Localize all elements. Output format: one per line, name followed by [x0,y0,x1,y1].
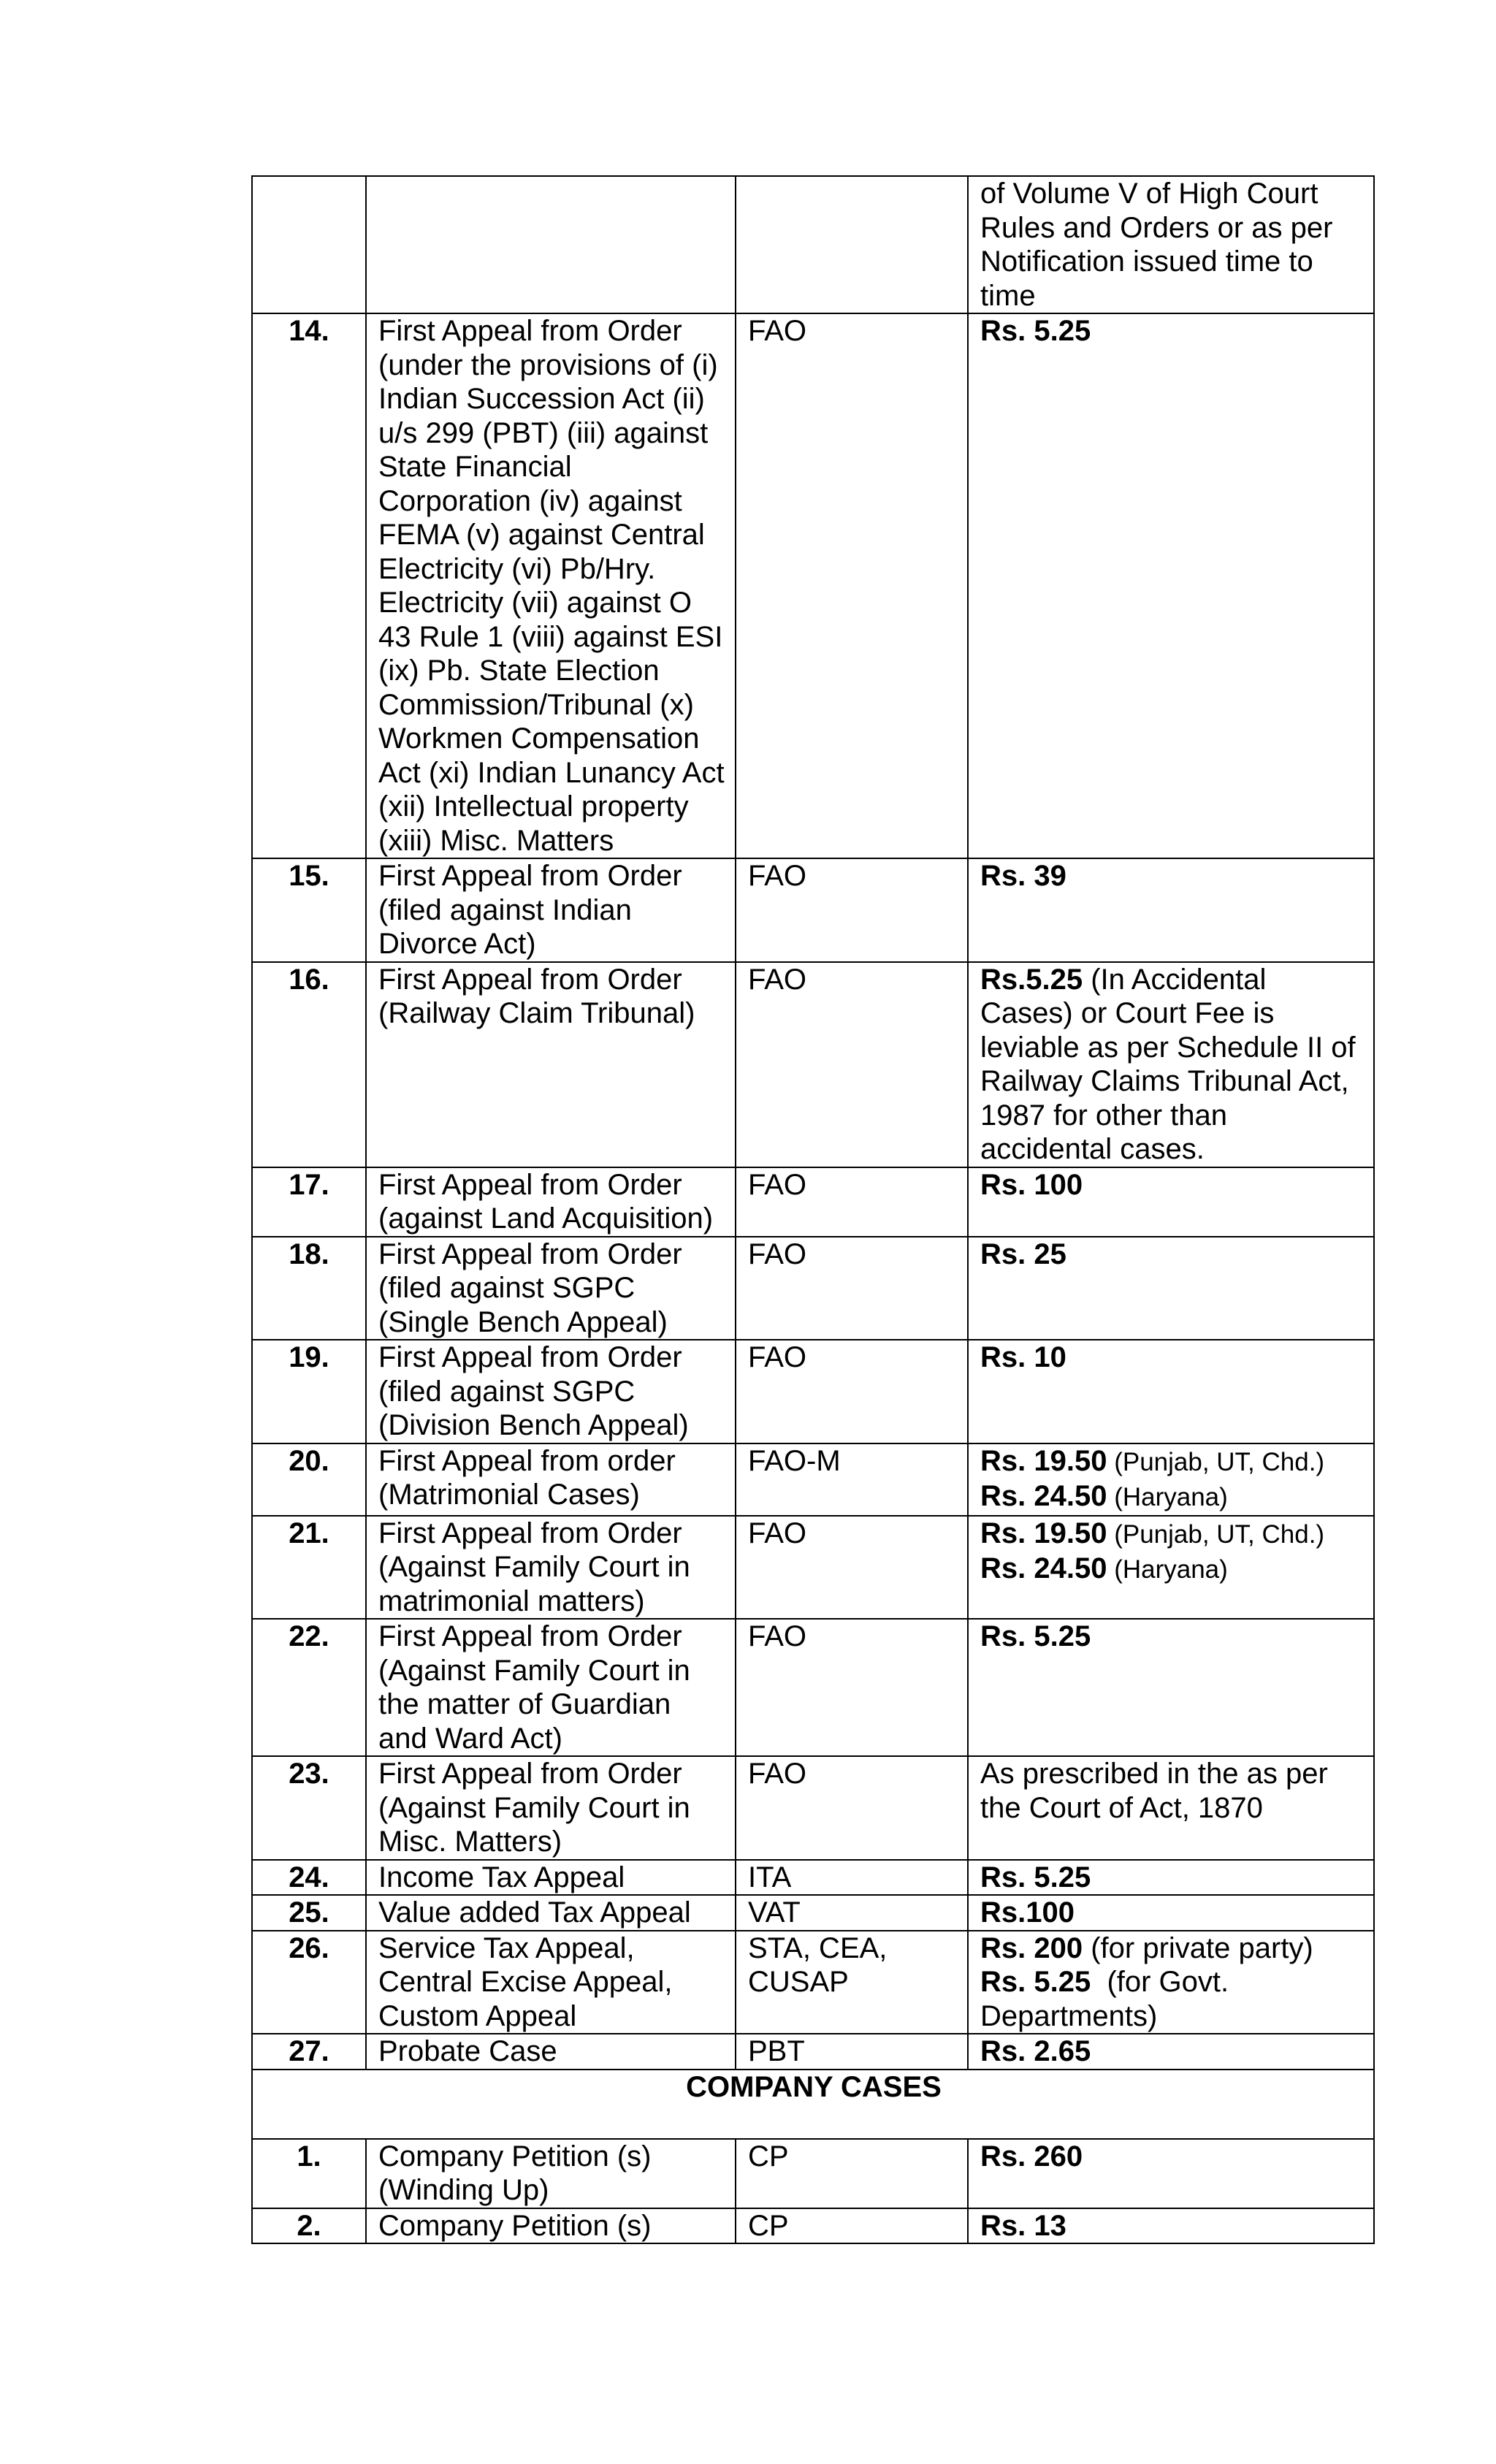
fee-amount: Rs. 19.50 [980,1444,1107,1477]
case-description: First Appeal from Order (against Land Acquisition) [366,1167,736,1237]
court-fee [968,1619,1374,1756]
company-cases-body [252,2139,1374,2244]
table-row [252,858,1374,962]
fee-line [980,1444,1363,1480]
fee-line [980,1517,1363,1552]
fee-amount: Rs. 2.65 [980,2035,1091,2067]
case-type-code: ITA [736,1860,968,1896]
fee-amount: Rs.5.25 [980,963,1083,996]
fee-amount: Rs. 5.25 [980,1620,1091,1652]
table-row [252,962,1374,1167]
court-fee [968,1167,1374,1237]
fee-amount: Rs. 25 [980,1237,1066,1270]
row-number: 14. [252,313,366,858]
table-row [252,1516,1374,1620]
case-type-code [736,176,968,313]
court-fee [968,1931,1374,2034]
fee-amount: Rs. 5.25 [980,1966,1091,1998]
row-number: 19. [252,1340,366,1443]
fee-line [980,1965,1363,2033]
case-type-code: CP [736,2208,968,2244]
row-number: 17. [252,1167,366,1237]
case-description: First Appeal from order (Matrimonial Cases) [366,1443,736,1516]
fee-amount: Rs. 24.50 [980,1552,1107,1584]
fee-note: (Haryana) [1107,1555,1228,1584]
fee-line [980,314,1363,348]
fee-note: (Punjab, UT, Chd.) [1107,1519,1325,1549]
case-type-code: VAT [736,1895,968,1931]
table-row [252,1340,1374,1443]
case-description: First Appeal from Order (Railway Claim Tribunal) [366,962,736,1167]
fee-amount: Rs. 13 [980,2209,1066,2242]
table-row [252,1895,1374,1931]
table-row [252,1931,1374,2034]
court-fee [968,2034,1374,2070]
case-type-code: STA, CEA, CUSAP [736,1931,968,2034]
table-row [252,1860,1374,1896]
case-type-code: FAO-M [736,1443,968,1516]
case-type-code: FAO [736,1340,968,1443]
fee-line [980,963,1363,1167]
fee-line [980,1168,1363,1202]
fee-amount: Rs. 5.25 [980,315,1091,347]
table-row [252,176,1374,313]
table-row [252,1619,1374,1756]
table-row [252,1756,1374,1860]
table-row [252,313,1374,858]
case-type-code: FAO [736,1756,968,1860]
court-fee [968,1237,1374,1340]
fee-amount: Rs. 200 [980,1931,1083,1964]
fee-line [980,1552,1363,1587]
fee-amount: Rs. 260 [980,2140,1083,2173]
row-number: 24. [252,1860,366,1896]
case-type-code: FAO [736,1167,968,1237]
row-number: 22. [252,1619,366,1756]
row-number: 25. [252,1895,366,1931]
court-fee [968,1860,1374,1896]
case-description: First Appeal from Order (Against Family Court in Misc. Matters) [366,1756,736,1860]
case-type-code: FAO [736,313,968,858]
fee-line [980,1237,1363,1272]
court-fee [968,176,1374,313]
row-number: 1. [252,2139,366,2208]
fee-note: (Punjab, UT, Chd.) [1107,1447,1325,1476]
case-description: First Appeal from Order (filed against SGPC (Single Bench Appeal) [366,1237,736,1340]
fee-line [980,1896,1363,1930]
case-type-code: FAO [736,1237,968,1340]
case-type-code: CP [736,2139,968,2208]
row-number: 27. [252,2034,366,2070]
case-description: Value added Tax Appeal [366,1895,736,1931]
row-number: 18. [252,1237,366,1340]
row-number: 26. [252,1931,366,2034]
court-fee [968,1516,1374,1620]
fee-line [980,1861,1363,1895]
fee-line [980,1479,1363,1515]
row-number: 21. [252,1516,366,1620]
case-description [366,176,736,313]
row-number: 15. [252,858,366,962]
fee-text: As prescribed in the as per the Court of Act, 1870 [980,1758,1328,1824]
fee-text: of Volume V of High Court Rules and Orders or as per Notification issued time to time [980,178,1333,312]
fee-note: (for private party) [1083,1931,1313,1964]
court-fee [968,1340,1374,1443]
row-number: 23. [252,1756,366,1860]
case-description: Company Petition (s) [366,2208,736,2244]
section-title: COMPANY CASES [252,2070,1374,2139]
fee-line [980,2140,1363,2174]
fee-note: (Haryana) [1107,1483,1228,1511]
court-fee [968,858,1374,962]
case-type-code: FAO [736,1516,968,1620]
fee-amount: Rs. 19.50 [980,1517,1107,1549]
table-row [252,2139,1374,2208]
fee-amount: Rs. 24.50 [980,1480,1107,1512]
court-fee [968,1443,1374,1516]
fee-note: (for Govt. Departments) [980,1966,1237,2032]
table-row [252,1237,1374,1340]
fee-line [980,2209,1363,2243]
fee-line [980,1340,1363,1375]
fee-line [980,2034,1363,2069]
case-description: Income Tax Appeal [366,1860,736,1896]
fee-line [980,859,1363,893]
fee-amount: Rs.100 [980,1896,1075,1929]
court-fee [968,2208,1374,2244]
case-type-code: FAO [736,858,968,962]
fee-amount: Rs. 5.25 [980,1861,1091,1893]
fee-line [980,1931,1363,1966]
table-row [252,2034,1374,2070]
court-fee [968,313,1374,858]
fee-line [980,177,1363,313]
case-description: Company Petition (s) (Winding Up) [366,2139,736,2208]
court-fee-table [251,175,1375,2244]
case-description: First Appeal from Order (filed against Indian Divorce Act) [366,858,736,962]
case-type-code: FAO [736,962,968,1167]
fee-amount: Rs. 10 [980,1341,1066,1373]
table-row [252,1167,1374,1237]
court-fee [968,962,1374,1167]
company-cases-section [252,2070,1374,2139]
fee-amount: Rs. 39 [980,860,1066,892]
fee-line [980,1620,1363,1654]
table-row [252,1443,1374,1516]
case-description: First Appeal from Order (Against Family Court in the matter of Guardian and Ward Act) [366,1619,736,1756]
row-number: 2. [252,2208,366,2244]
court-fee [968,2139,1374,2208]
court-fee [968,1756,1374,1860]
row-number: 16. [252,962,366,1167]
case-description: Probate Case [366,2034,736,2070]
fee-note: (In Accidental Cases) or Court Fee is leviable as per Schedule II of Railway Claims Tribunal Act, 1987 for other than accidental cases. [980,963,1364,1165]
case-description: First Appeal from Order (under the provisions of (i) Indian Succession Act (ii) u/s 299 (PBT) (iii) against State Financial Corporation (iv) against FEMA (v) against Central Electricity (vi) Pb/Hry. Electricity (vii) against O 43 Rule 1 (viii) against ESI (ix) Pb. State Election Commission/Tribunal (x) Workmen Compensation Act (xi) Indian Lunancy Act (xii) Intellectual property (xiii) Misc. Matters [366,313,736,858]
fee-amount: Rs. 100 [980,1168,1083,1201]
row-number [252,176,366,313]
table-row [252,2208,1374,2244]
case-type-code: FAO [736,1619,968,1756]
court-fee-table-body [252,176,1374,2070]
court-fee [968,1895,1374,1931]
case-description: First Appeal from Order (Against Family Court in matrimonial matters) [366,1516,736,1620]
section-header-row [252,2070,1374,2139]
fee-line [980,1757,1363,1825]
case-description: Service Tax Appeal, Central Excise Appeal, Custom Appeal [366,1931,736,2034]
row-number: 20. [252,1443,366,1516]
case-type-code: PBT [736,2034,968,2070]
case-description: First Appeal from Order (filed against SGPC (Division Bench Appeal) [366,1340,736,1443]
